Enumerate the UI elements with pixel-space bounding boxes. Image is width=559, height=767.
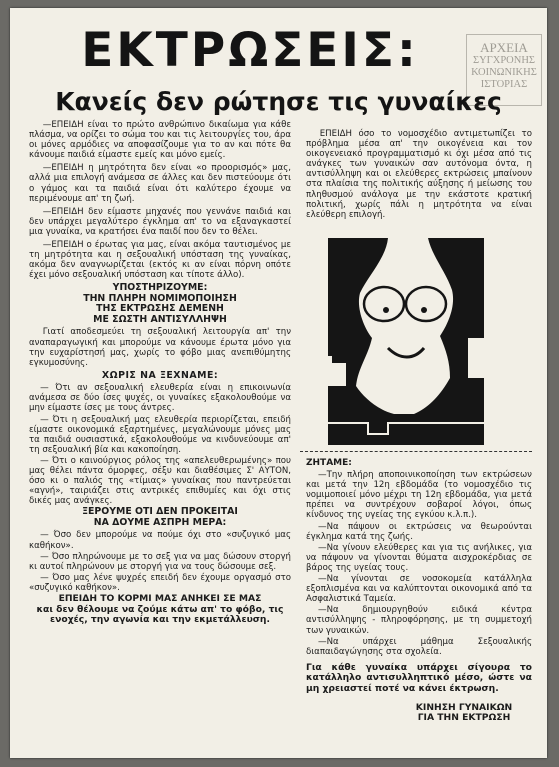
statement-line: ΕΠΕΙΔΗ ΤΟ ΚΟΡΜΙ ΜΑΣ ΑΝΗΚΕΙ ΣΕ ΜΑΣ <box>58 592 262 604</box>
right-column <box>306 129 532 223</box>
paragraph: — Ότι ο καινούργιος ρόλος της «απελευθερωμένης» που μας θέλει πάντα όμορφες, σέξυ και διαθέσιμες Σ' ΑΥΤΟΝ, όσο κι ο παλιός της «τίμιας» γυναίκας που παντρεύεται «αγνή», ταιριάζει στις αντρικές επιθυμίες και όχι στις δικές μας ανάγκες. <box>29 455 291 507</box>
poster-title: ΕΚΤΡΩΣΕΙΣ: <box>81 23 419 78</box>
heading-line: ΥΠΟΣΤΗΡΙΖΟΥΜΕ: <box>112 282 208 294</box>
demand-item: —Να υπάρχει μάθημα Σεξουαλικής διαπαιδαγώγησης στα σχολεία. <box>306 636 532 657</box>
paragraph: — Ότι η σεξουαλική μας ελευθερία περιορίζεται, επειδή είμαστε οικονομικά εξαρτημένες, μεγαλώνουμε μόνες μας τα παιδιά ουσιαστικά, εξακολουθούμε να κινδυνεύουμε απ' τη σεξουαλική βία και κακοποίηση. <box>29 414 291 455</box>
paragraph: — Όσο μας λένε ψυχρές επειδή δεν έχουμε οργασμό στο «συζυγικό καθήκον». <box>29 572 291 593</box>
paragraph: ΕΠΕΙΔΗ όσο το νομοσχέδιο αντιμετωπίζει το πρόβλημα μέσα απ' την οικογένεια και τον οικογενειακό προγραμματισμό κι όχι μέσα από τις ανάγκες των γυναικών σαν αυτόνομα όντα, η αντισύλληψη και οι ελεύθερες εκτρώσεις μπαίνουν στα πλαίσια της πολιτικής αύξησης ή μείωσης του πληθυσμού ανάλογα με την εκάστοτε κρατική πολιτική, χωρίς πάλι η μητρότητα να είναι ελεύθερη επιλογή. <box>306 129 532 220</box>
left-column <box>29 120 291 627</box>
demands-heading: ΖΗΤΑΜΕ: <box>306 458 352 468</box>
demand-item: —Να πάψουν οι εκτρώσεις να θεωρούνται έγκλημα κατά της ζωής. <box>306 521 532 542</box>
stamp-line: ΣΥΓΧΡΟΝΗΣ <box>472 55 536 66</box>
body-belongs-statement <box>29 594 291 626</box>
section-divider <box>300 451 532 452</box>
heading-line: ΤΗΝ ΠΛΗΡΗ ΝΟΜΙΜΟΠΟΙΗΣΗ <box>83 292 237 304</box>
stamp-line: ΚΟΙΝΩΝΙΚΗΣ <box>471 67 537 78</box>
stamp-line: ΙΣΤΟΡΙΑΣ <box>480 79 528 90</box>
signature-line: ΚΙΝΗΣΗ ΓΥΝΑΙΚΩΝ <box>415 701 513 713</box>
signature-line: ΓΙΑ ΤΗΝ ΕΚΤΡΩΣΗ <box>417 712 511 724</box>
paragraph: — Ότι αν σεξουαλική ελευθερία είναι η επικοινωνία ανάμεσα σε δύο ίσες ψυχές, οι γυναίκες εξακολουθούμε να μην είμαστε ίσες με τους άντρες. <box>29 383 291 414</box>
torso-illustration <box>328 238 484 445</box>
paragraph: —ΕΠΕΙΔΗ η μητρότητα δεν είναι «ο προορισμός» μας, αλλά μια επιλογή ανάμεσα σε άλλες και δεν πιστεύουμε ότι ο γάμος και τα παιδιά είναι ότι καλύτερο έχουμε να περιμένουμε απ' τη ζωή. <box>29 163 291 204</box>
paragraph: Γιατί αποδεσμεύει τη σεξουαλική λειτουργία απ' την αναπαραγωγική και μπορούμε να κάνουμε έρωτα μόνο για την ευχαρίστησή μας, χωρίς το φόβο μιας ανεπιθύμητης εγκυμοσύνης. <box>29 327 291 368</box>
heading-line: ΜΕ ΣΩΣΤΗ ΑΝΤΙΣΥΛΛΗΨΗ <box>93 313 227 325</box>
heading-support <box>29 283 291 325</box>
heading-line: ΞΕΡΟΥΜΕ ΟΤΙ ΔΕΝ ΠΡΟΚΕΙΤΑΙ <box>82 506 238 518</box>
demand-item: —Να γίνουν ελεύθερες και για τις ανήλικες, για να πάψουν να γίνονται θύματα αισχροκέρδιας σε βάρος της υγείας τους. <box>306 542 532 573</box>
paragraph: —ΕΠΕΙΔΗ είναι το πρώτο ανθρώπινο δικαίωμα για κάθε πλάσμα, να ορίζει το σώμα του και τις λειτουργίες του, άρα οι μόνες αρμόδιες να αποφασίζουμε για το αν και πότε θα κάνουμε παιδιά είμαστε εμείς και μόνο εμείς. <box>29 120 291 161</box>
closing-statement: Για κάθε γυναίκα υπάρχει σίγουρα το κατάλληλο αντισυλληπτικό μέσο, ώστε να μη χρειαστεί ποτέ να κάνει έκτρωση. <box>306 661 532 694</box>
poster-subtitle: Κανείς δεν ρώτησε τις γυναίκες <box>55 87 502 116</box>
paragraph: —ΕΠΕΙΔΗ δεν είμαστε μηχανές που γεννάνε παιδιά και δεν υπάρχει μεγαλύτερο έγκλημα απ' το να εξαναγκαστεί μια γυναίκα, να κρατήσει ένα παιδί που δεν το θέλει. <box>29 206 291 237</box>
signature <box>306 703 532 724</box>
paragraph: —ΕΠΕΙΔΗ ο έρωτας για μας, είναι ακόμα ταυτισμένος με τη μητρότητα και η σεξουαλική υπόσταση της γυναίκας, ακόμα δεν αναγνωρίζεται (εκτός κι αν είναι πόρνη οπότε έχει μόνο σεξουαλική υπόσταση και τίποτε άλλο). <box>29 240 291 281</box>
stamp-line: ΑΡΧΕΙΑ <box>480 40 528 55</box>
paragraph: — Όσο δεν μπορούμε να πούμε όχι στο «συζυγικό μας καθήκον». <box>29 530 291 551</box>
heading-line: ΝΑ ΔΟΥΜΕ ΑΣΠΡΗ ΜΕΡΑ: <box>93 516 227 528</box>
paragraph: — Όσο πληρώνουμε με το σεξ για να μας δώσουν στοργή κι αυτοί πληρώνουν με στοργή για να τους δώσουμε σεξ. <box>29 551 291 572</box>
demand-item: —Να δημιουργηθούν ειδικά κέντρα αντισύλληψης - πληροφόρησης, με τη συμμετοχή των γυναικών. <box>306 605 532 636</box>
demands-section <box>306 458 532 724</box>
demand-item: —Την πλήρη αποποινικοποίηση των εκτρώσεων και μετά την 12η εβδομάδα (το νομοσχέδιο τις νομιμοποιεί μόνο μέχρι τη 12η εβδομάδα, για μετά πρέπει να συντρέχουν σοβαροί λόγοι, όπως κίνδυνος της υγείας της εγκύου κ.λ.π.). <box>306 470 532 521</box>
heading-line: ΤΗΣ ΕΚΤΡΩΣΗΣ ΔΕΜΕΝΗ <box>96 303 224 315</box>
statement-line: και δεν θέλουμε να ζούμε κάτω απ' το φόβο, τις ενοχές, την αγωνία και την εκμετάλλευση. <box>36 603 284 626</box>
heading-not-forgetting: ΧΩΡΙΣ ΝΑ ΞΕΧΝΑΜΕ: <box>101 369 219 381</box>
demand-item: —Να γίνονται σε νοσοκομεία κατάλληλα εξοπλισμένα και να καλύπτονται οικονομικά από τα Ασφαλιστικά Ταμεία. <box>306 574 532 605</box>
poster <box>10 8 547 758</box>
heading-we-know <box>29 507 291 528</box>
